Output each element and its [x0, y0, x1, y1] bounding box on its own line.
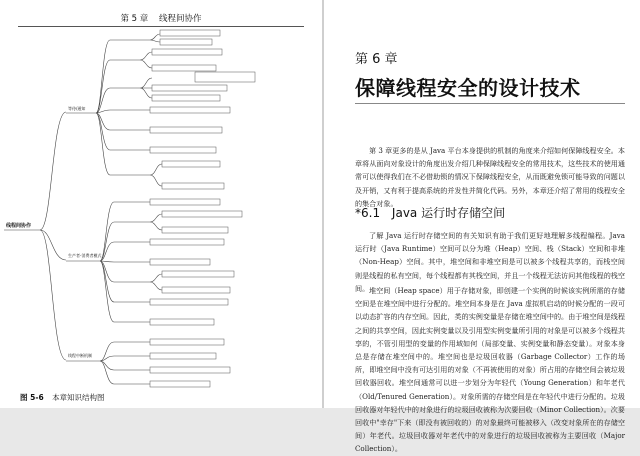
mindmap-branch-producer-consumer: 生产者-消费者模式 — [68, 253, 102, 258]
mindmap-root: 线程间协作 — [6, 223, 32, 229]
section-title: Java 运行时存储空间 — [391, 206, 506, 220]
header-title: 线程间协作 — [159, 14, 202, 24]
header-rule — [18, 26, 304, 27]
body-paragraph-1: 了解 Java 运行时存储空间的有关知识有助于我们更好地理解多线程编程。Java 运行时（Java Runtime）空间可以分为堆（Heap）空间、栈（Stack）空间和非堆（Non-Heap）空间。其中，堆空间和非堆空间是可以被多个线程共享的，而栈空间则是线程的私有空间，每个线程都有其栈空间，并且一个线程无法访问其他线程的栈空间。 — [355, 231, 625, 293]
chapter-rule — [355, 103, 625, 104]
knowledge-mindmap — [0, 30, 322, 390]
mindmap-branch-wait-notify: 等待/通知 — [68, 106, 86, 111]
figure-number: 图 5-6 — [20, 393, 44, 402]
chapter-intro: 第 3 章更多的是从 Java 平台本身提供的机制的角度来介绍如何保障线程安全。本章将从面向对象设计的角度出发介绍几种保障线程安全的常用技术，这些技术的使用通常可以使得我们在不必借助锁的情况下保障线程安全，从而既避免锁可能导致的问题以及开销，又有利于提高系统的并发性并简化代码。另外，本章还介绍了常用的线程安全的集合对象。 — [355, 146, 625, 208]
figure-caption — [20, 392, 105, 403]
chapter-title: 保障线程安全的设计技术 — [355, 76, 581, 100]
header-chapter: 第 5 章 — [120, 14, 149, 24]
section-heading — [355, 204, 505, 221]
right-page — [324, 0, 640, 454]
mindmap-branch-interrupt: 线程中断机制 — [68, 353, 92, 358]
figure-title: 本章知识结构图 — [52, 393, 105, 402]
chapter-label: 第 6 章 — [355, 52, 398, 67]
section-number: *6.1 — [355, 206, 381, 220]
running-header — [0, 12, 322, 24]
left-page — [0, 0, 322, 408]
body-paragraph-2: 堆空间（Heap space）用于存储对象，即创建一个实例的时候该实例所需的存储空间是在堆空间中进行分配的。堆空间本身是在 Java 虚拟机启动的时候分配的一段可以动态扩容的内存空间。因此，类的实例变量是存储在堆空间中的。由于堆空间是线程之间的共享空间，因此实例变量以及引用型实例变量所引用的对象是可以被多个线程共享的，不管引用型的变量的作用域如何（局部变量、实例变量和静态变量）。对象本身总是存储在堆空间中的。堆空间也是垃圾回收器（Garbage Collector）工作的场所，即堆空间中没有可达引用的对象（不再被使用的对象）所占用的存储空间会被垃圾回收器回收。堆空间通常可以进一步划分为年轻代（Young Generation）和年老代（Old/Tenured Generation）。对象所需的存储空间是在年轻代中进行分配的。垃圾回收器对年轻代中的对象进行的垃圾回收被称为次要回收（Minor Collection）。次要回收中"幸存"下来（即没有被回收的）的对象最终可能被移入（改变对象所在的存储空间）年老代。垃圾回收器对年老代中的对象进行的垃圾回收被称为主要回收（Major Collection）。 — [355, 286, 625, 454]
